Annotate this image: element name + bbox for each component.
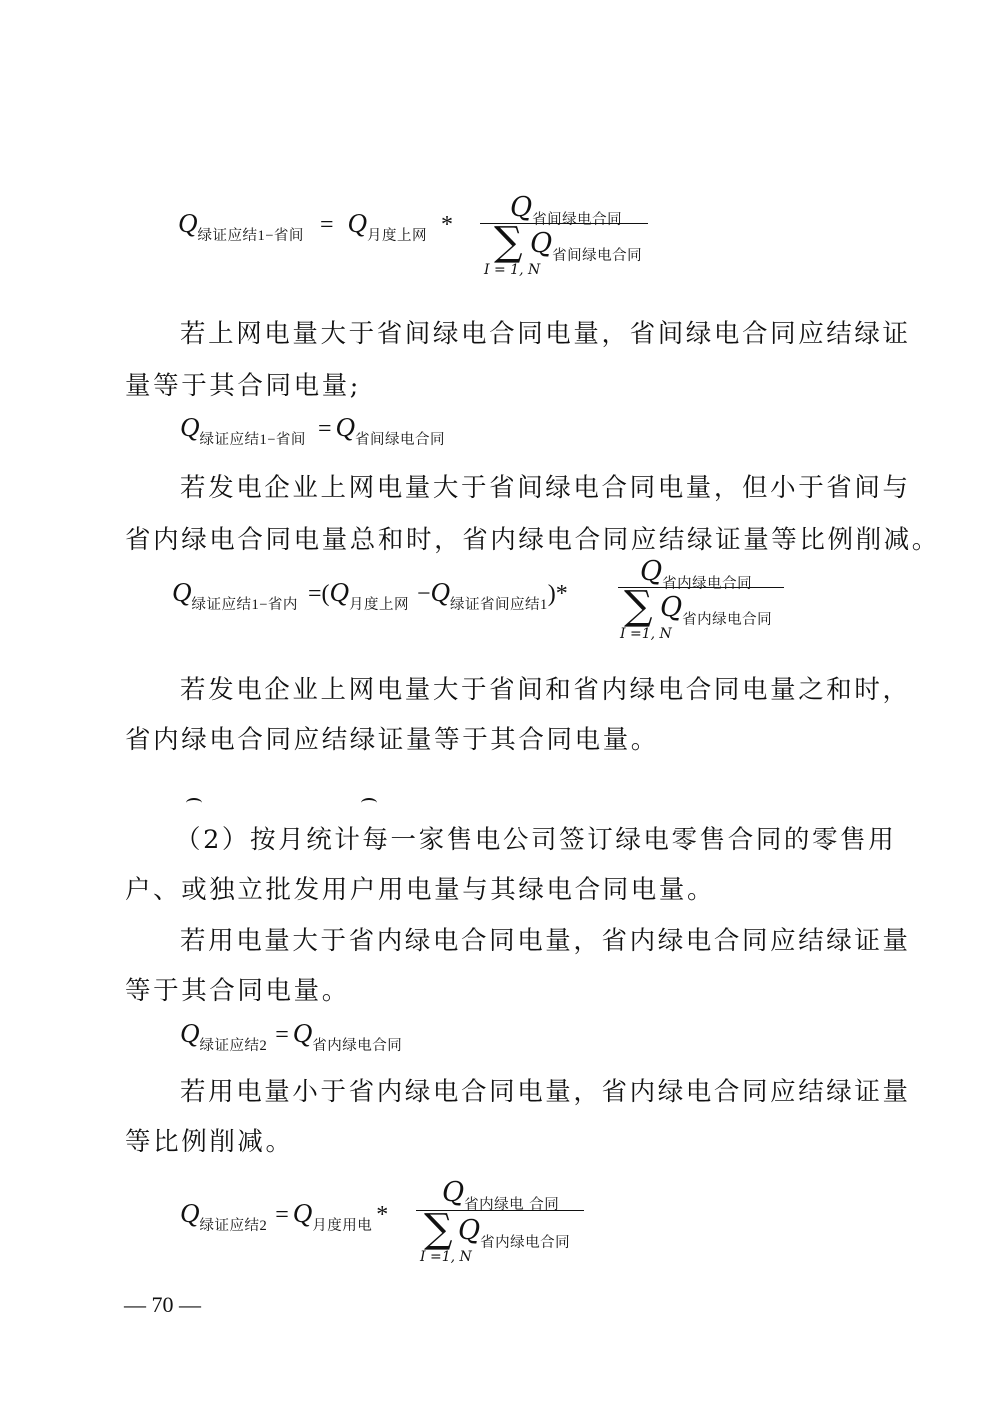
numerator-subscript: 省内绿电 合同	[464, 1197, 560, 1213]
multiply-sign: *	[440, 212, 453, 238]
formula-subscript: 月度上网	[348, 597, 409, 613]
summation-sign: ∑	[624, 583, 653, 629]
numerator-subscript: 省内绿电合同	[662, 576, 753, 592]
formula-subscript: 绿证应结1−省内	[191, 597, 298, 613]
close-paren: )	[547, 581, 556, 607]
open-paren: (	[321, 581, 330, 607]
formula-subscript: 月度用电	[312, 1218, 373, 1234]
paragraph-line: 若用电量小于省内绿电合同电量，省内绿电合同应结绿证量	[180, 1077, 911, 1107]
summation-range: I =1, N	[620, 626, 672, 642]
q-symbol: Q	[329, 577, 349, 607]
paragraph-line: （2）按月统计每一家售电公司签订绿电零售合同的零售用	[175, 825, 897, 855]
numerator-subscript: 省间绿电合同	[532, 212, 623, 228]
paragraph-line: 若用电量大于省内绿电合同电量，省内绿电合同应结绿证量	[180, 926, 911, 956]
cropped-formula-fragment	[186, 798, 202, 808]
equals-sign: =	[307, 581, 322, 607]
q-symbol: Q	[180, 412, 200, 442]
formula-subscript: 省间绿电合同	[354, 432, 445, 448]
q-symbol: Q	[180, 1198, 200, 1228]
denominator-subscript: 省间绿电合同	[552, 248, 643, 264]
q-symbol: Q	[292, 1018, 313, 1048]
q-symbol: Q	[458, 1215, 481, 1246]
equals-sign: =	[275, 1202, 289, 1228]
formula-subscript: 绿证应结1−省间	[197, 228, 304, 244]
q-symbol: Q	[335, 412, 355, 442]
q-symbol: Q	[640, 556, 663, 587]
q-symbol: Q	[178, 208, 198, 238]
denominator-subscript: 省内绿电合同	[480, 1235, 571, 1251]
cropped-formula-fragment	[361, 798, 377, 808]
formula-3	[172, 577, 568, 613]
q-symbol: Q	[510, 192, 533, 223]
paragraph-line: 省内绿电合同应结绿证量等于其合同电量。	[125, 725, 659, 755]
equals-sign: =	[275, 1022, 289, 1048]
q-symbol: Q	[172, 577, 192, 607]
q-symbol: Q	[347, 208, 367, 238]
q-symbol: Q	[530, 228, 553, 259]
formula-4	[180, 1018, 403, 1054]
formula-subscript: 绿证省间应结1	[450, 597, 548, 613]
q-symbol: Q	[292, 1198, 313, 1228]
paragraph-line: 量等于其合同电量;	[125, 371, 361, 401]
page-number: — 70 —	[124, 1292, 201, 1317]
summation-range: I =1, N	[420, 1249, 472, 1265]
multiply-sign: *	[555, 581, 568, 607]
equals-sign: =	[319, 212, 334, 238]
formula-subscript: 月度上网	[366, 228, 427, 244]
summation-sign: ∑	[424, 1206, 453, 1252]
q-symbol: Q	[660, 592, 683, 623]
q-symbol: Q	[430, 577, 451, 607]
formula-subscript: 绿证应结2	[199, 1218, 268, 1234]
summation-range: I = 1, N	[484, 262, 541, 278]
q-symbol: Q	[442, 1177, 465, 1208]
formula-subscript: 省内绿电合同	[312, 1038, 403, 1054]
formula-5	[180, 1198, 389, 1234]
paragraph-line: 等比例削减。	[125, 1127, 294, 1157]
multiply-sign: *	[376, 1202, 389, 1228]
paragraph-line: 等于其合同电量。	[125, 976, 350, 1006]
formula-subscript: 绿证应结1−省间	[199, 432, 306, 448]
equals-sign: =	[317, 416, 332, 442]
summation-sign: ∑	[494, 219, 523, 265]
paragraph-line: 户、或独立批发用户用电量与其绿电合同电量。	[125, 875, 716, 905]
paragraph-line: 若发电企业上网电量大于省间和省内绿电合同电量之和时，	[180, 675, 911, 705]
denominator-subscript: 省内绿电合同	[682, 612, 773, 628]
minus-sign: −	[416, 581, 431, 607]
q-symbol: Q	[180, 1018, 200, 1048]
formula-2	[180, 412, 445, 448]
paragraph-line: 若发电企业上网电量大于省间绿电合同电量，但小于省间与	[180, 473, 911, 503]
formula-1	[178, 208, 453, 244]
paragraph-line: 省内绿电合同电量总和时，省内绿电合同应结绿证量等比例削减。	[125, 525, 940, 555]
formula-subscript: 绿证应结2	[199, 1038, 268, 1054]
paragraph-line: 若上网电量大于省间绿电合同电量，省间绿电合同应结绿证	[180, 319, 911, 349]
